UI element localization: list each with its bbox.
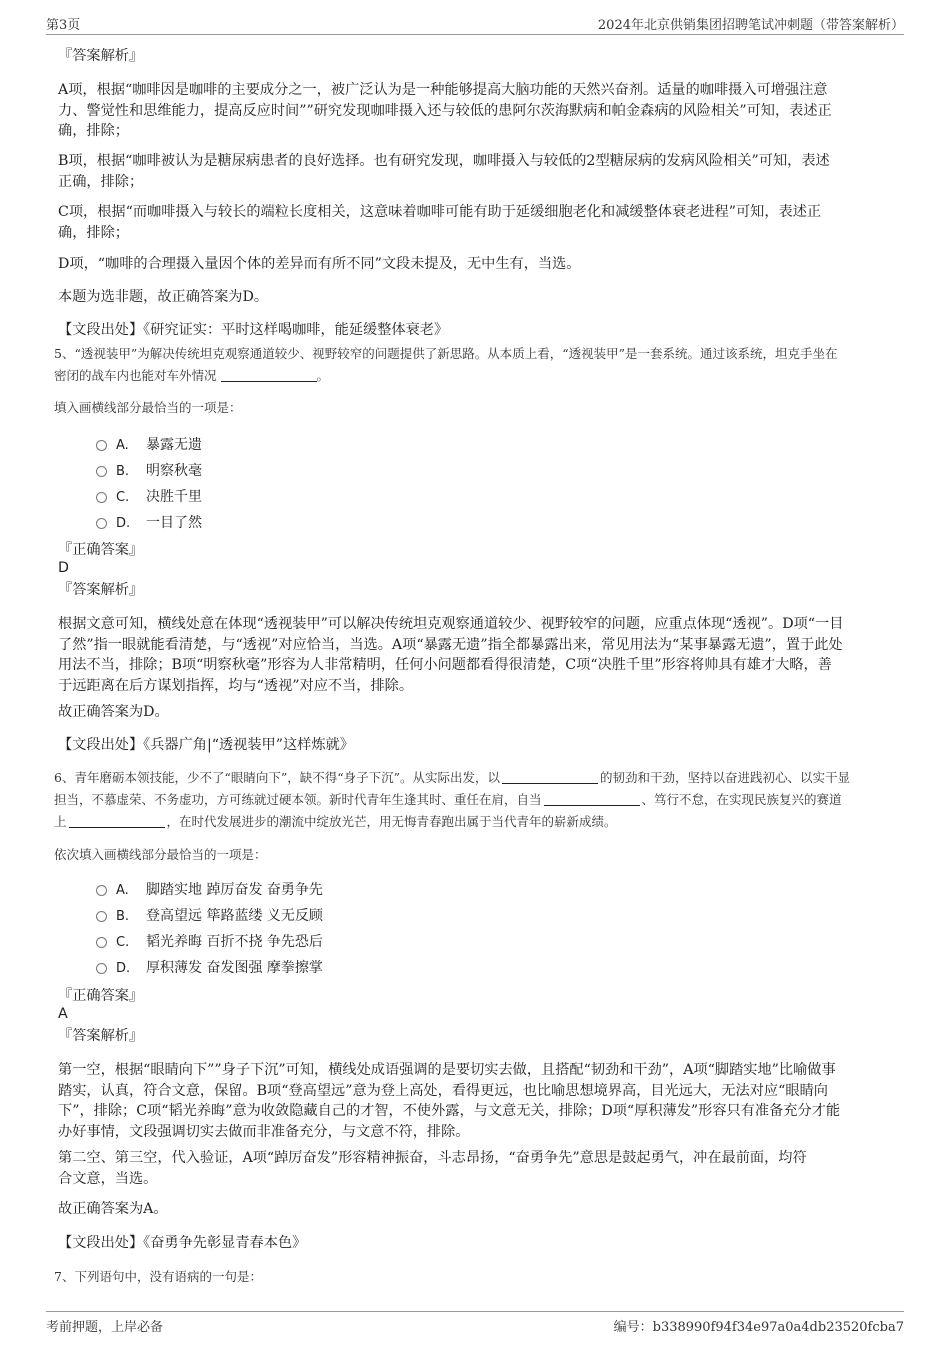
radio-icon[interactable]	[96, 937, 107, 948]
q6-analysis-line4: 办好事情，文段强调切实去做而非准备充分，与文意不符，排除。	[58, 1123, 470, 1140]
q6-stem-text: 、笃行不怠，在实现民族复兴的赛道	[641, 792, 842, 807]
q6-option-b[interactable]	[96, 906, 323, 927]
q5-stem-end: 。	[316, 368, 330, 383]
document-title: 2024年北京供销集团招聘笔试冲刺题（带答案解析）	[597, 18, 904, 33]
radio-icon[interactable]	[96, 911, 107, 922]
q5-analysis-line3: 用法不当，排除；B项“明察秋毫”形容为人非常精明，任何小问题都看得很清楚，C项“决胜千里”形容将帅具有雄才大略，善	[58, 657, 832, 673]
q6-analysis-2	[58, 1148, 890, 1189]
option-text: 暴露无遗	[146, 437, 202, 453]
q6-analysis-line3: 下”，排除；C项“韬光养晦”意为收敛隐藏自己的才智，不使外露，与文意无关，排除；D项“厚积薄发”形容只有准备充分才能	[58, 1103, 841, 1119]
option-text: 厚积薄发 奋发图强 摩拳擦掌	[146, 960, 323, 976]
q6-blank-2	[544, 793, 640, 806]
q6-stem-line2	[54, 789, 894, 811]
q5-analysis	[58, 614, 890, 696]
q4-a-line1: A项，根据“咖啡因是咖啡的主要成分之一，被广泛认为是一种能够提高大脑功能的天然兴奋剂。适量的咖啡摄入可增强注意	[58, 82, 828, 98]
q6-option-d[interactable]	[96, 958, 323, 979]
q5-option-a[interactable]	[96, 435, 202, 456]
q5-source: 【文段出处】《兵器广角|“透视装甲”这样炼就》	[58, 737, 354, 753]
option-letter: A.	[116, 438, 129, 453]
q5-stem	[54, 343, 894, 387]
option-letter: D.	[116, 516, 131, 531]
q6-stem-text: 6、青年磨砺本领技能，少不了“眼睛向下”，缺不得“身子下沉”。从实际出发，以	[54, 770, 501, 785]
q4-analysis-b	[58, 151, 890, 192]
radio-icon[interactable]	[96, 466, 107, 477]
page-footer	[46, 1311, 904, 1336]
option-text: 一目了然	[146, 515, 202, 531]
q6-blank-1	[502, 771, 598, 784]
q6-analysis2-line1: 第二空、第三空，代入验证，A项“踔厉奋发”形容精神振奋，斗志昂扬，“奋勇争先”意思是鼓起勇气，冲在最前面，均符	[58, 1150, 807, 1166]
q6-option-c[interactable]	[96, 932, 323, 953]
option-letter: D.	[116, 961, 131, 976]
option-letter: C.	[116, 935, 130, 950]
q5-answer: D	[58, 560, 69, 576]
q5-blank	[221, 369, 317, 382]
q6-conclusion: 故正确答案为A。	[58, 1201, 168, 1217]
radio-icon[interactable]	[96, 492, 107, 503]
q5-analysis-line1: 根据文意可知，横线处意在体现“透视装甲”可以解决传统坦克观察通道较少、视野较窄的问题，应重点体现“透视”。D项“一目	[58, 616, 844, 632]
option-text: 明察秋毫	[146, 463, 202, 479]
q5-option-c[interactable]	[96, 487, 202, 508]
q5-option-b[interactable]	[96, 461, 202, 482]
q6-analysis-label: 『答案解析』	[58, 1028, 144, 1044]
q4-b-line2: 正确，排除；	[58, 173, 144, 190]
q6-answer-label: 『正确答案』	[58, 988, 144, 1004]
q5-stem-text: 密闭的战车内也能对车外情况	[54, 368, 217, 383]
radio-icon[interactable]	[96, 885, 107, 896]
radio-icon[interactable]	[96, 440, 107, 451]
q4-b-line1: B项，根据“咖啡被认为是糖尿病患者的良好选择。也有研究发现，咖啡摄入与较低的2型糖尿病的发病风险相关”可知，表述	[58, 153, 830, 169]
footer-slogan: 考前押题，上岸必备	[46, 1320, 164, 1335]
q5-stem-line2	[54, 365, 894, 387]
option-letter: B.	[116, 464, 130, 479]
option-letter: A.	[116, 883, 129, 898]
q4-c-line1: C项，根据“而咖啡摄入与较长的端粒长度相关，这意味着咖啡可能有助于延缓细胞老化和减缓整体衰老进程”可知，表述正	[58, 204, 822, 220]
q5-answer-label: 『正确答案』	[58, 542, 144, 558]
page-header	[46, 12, 904, 35]
option-text: 决胜千里	[146, 489, 202, 505]
q7-stem: 7、下列语句中，没有语病的一句是：	[54, 1269, 262, 1284]
radio-icon[interactable]	[96, 518, 107, 529]
q6-stem-text: 担当，不慕虚荣、不务虚功，方可练就过硬本领。新时代青年生逢其时、重任在肩，自当	[54, 792, 542, 807]
q4-conclusion: 本题为选非题，故正确答案为D。	[58, 289, 269, 305]
q6-stem-text: 的韧劲和干劲，坚持以奋进践初心、以实干显	[600, 770, 851, 785]
q6-option-a[interactable]	[96, 880, 323, 901]
q4-a-line3: 确，排除；	[58, 123, 129, 139]
radio-icon[interactable]	[96, 963, 107, 974]
q6-source: 【文段出处】《奋勇争先彰显青春本色》	[58, 1235, 307, 1251]
option-letter: B.	[116, 909, 130, 924]
q6-answer: A	[58, 1006, 68, 1022]
option-text: 韬光养晦 百折不挠 争先恐后	[146, 934, 323, 950]
q6-stem-line1	[54, 767, 894, 789]
q4-analysis-a	[58, 80, 890, 142]
q5-option-d[interactable]	[96, 513, 202, 534]
q5-stem-line1: 5、“透视装甲”为解决传统坦克观察通道较少、视野较窄的问题提供了新思路。从本质上看，“透视装甲”是一套系统。通过该系统，坦克手坐在	[54, 346, 838, 361]
q5-conclusion: 故正确答案为D。	[58, 704, 169, 720]
q5-analysis-line4: 于远距离在后方谋划指挥，均与“透视”对应不当，排除。	[58, 677, 414, 694]
q6-analysis-line1: 第一空，根据“眼睛向下””身子下沉”可知，横线处成语强调的是要切实去做，且搭配“韧劲和干劲”，A项“脚踏实地”比喻做事	[58, 1062, 836, 1078]
q6-analysis-line2: 踏实，认真，符合文意，保留。B项“登高望远”意为登上高处，看得更远，也比喻思想境界高，目光远大，无法对应“眼睛向	[58, 1082, 828, 1099]
q6-analysis2-line2: 合文意，当选。	[58, 1170, 158, 1187]
option-text: 登高望远 筚路蓝缕 义无反顾	[146, 908, 323, 924]
q5-prompt: 填入画横线部分最恰当的一项是：	[54, 400, 242, 415]
q4-analysis-d: D项，“咖啡的合理摄入量因个体的差异而有所不同”文段未提及，无中生有，当选。	[58, 256, 581, 272]
q6-stem-text: ，在时代发展进步的潮流中绽放光芒，用无悔青春跑出属于当代青年的崭新成绩。	[166, 814, 617, 829]
q6-stem	[54, 767, 894, 833]
q4-a-line2: 力、警觉性和思维能力，提高反应时间””研究发现咖啡摄入还与较低的患阿尔茨海默病和帕金森病的风险相关”可知，表述正	[58, 102, 832, 119]
option-letter: C.	[116, 490, 130, 505]
option-text: 脚踏实地 踔厉奋发 奋勇争先	[146, 882, 323, 898]
q6-stem-line3	[54, 811, 894, 833]
q6-analysis	[58, 1060, 890, 1142]
q4-analysis-c	[58, 202, 890, 243]
q6-prompt: 依次填入画横线部分最恰当的一项是：	[54, 847, 267, 862]
q6-blank-3	[69, 815, 165, 828]
q4-source: 【文段出处】《研究证实：平时这样喝咖啡，能延缓整体衰老》	[58, 322, 449, 338]
q4-c-line2: 确，排除；	[58, 224, 129, 241]
q4-analysis-label: 『答案解析』	[58, 48, 144, 64]
q6-stem-text: 上	[54, 814, 67, 829]
document-id: 编号：b338990f94f34e97a0a4db23520fcba7	[613, 1320, 904, 1335]
q5-analysis-line2: 了然”指一眼就能看清楚，与“透视”对应恰当，当选。A项“暴露无遗”指全都暴露出来，常见用法为“某事暴露无遗”，置于此处	[58, 636, 843, 653]
page-number: 第3页	[46, 18, 81, 33]
q5-analysis-label: 『答案解析』	[58, 582, 144, 598]
